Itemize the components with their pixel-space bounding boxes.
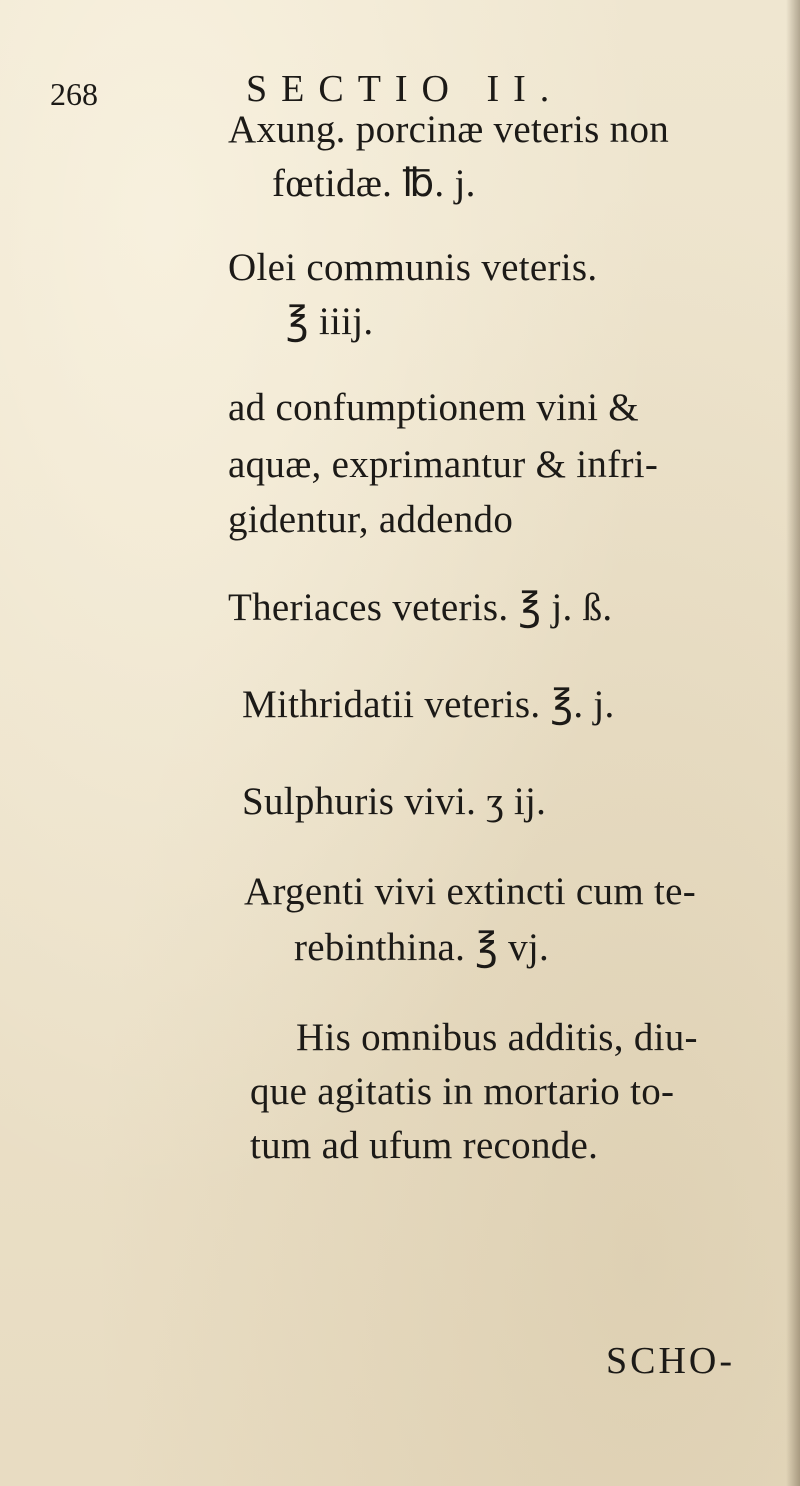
text-line: Argenti vivi extincti cum te- (244, 870, 697, 913)
text-line: ad confumptionem vini & (228, 386, 639, 429)
page-edge-shadow (786, 0, 800, 1486)
text-line: aquæ, exprimantur & infri- (228, 443, 659, 486)
text-line: ℥ iiij. (286, 300, 374, 343)
text-line: Axung. porcinæ veteris non (228, 108, 670, 151)
text-line: His omnibus additis, diu- (296, 1016, 698, 1059)
catchword: SCHO- (606, 1340, 736, 1382)
text-line: Theriaces veteris. ℥ j. ß. (228, 586, 613, 629)
text-line: Sulphuris vivi. ʒ ij. (242, 780, 547, 823)
text-line: fœtidæ. ℔. j. (272, 162, 476, 205)
text-line: Olei communis veteris. (228, 246, 598, 289)
page-number: 268 (50, 76, 98, 112)
text-line: rebinthina. ℥ vj. (294, 926, 550, 969)
text-line: Mithridatii veteris. ℥. j. (242, 683, 615, 726)
running-head: SECTIO II. (246, 68, 564, 110)
text-line: que agitatis in mortario to- (250, 1070, 675, 1113)
text-line: tum ad ufum reconde. (250, 1124, 599, 1167)
text-line: gidentur, addendo (228, 498, 514, 541)
